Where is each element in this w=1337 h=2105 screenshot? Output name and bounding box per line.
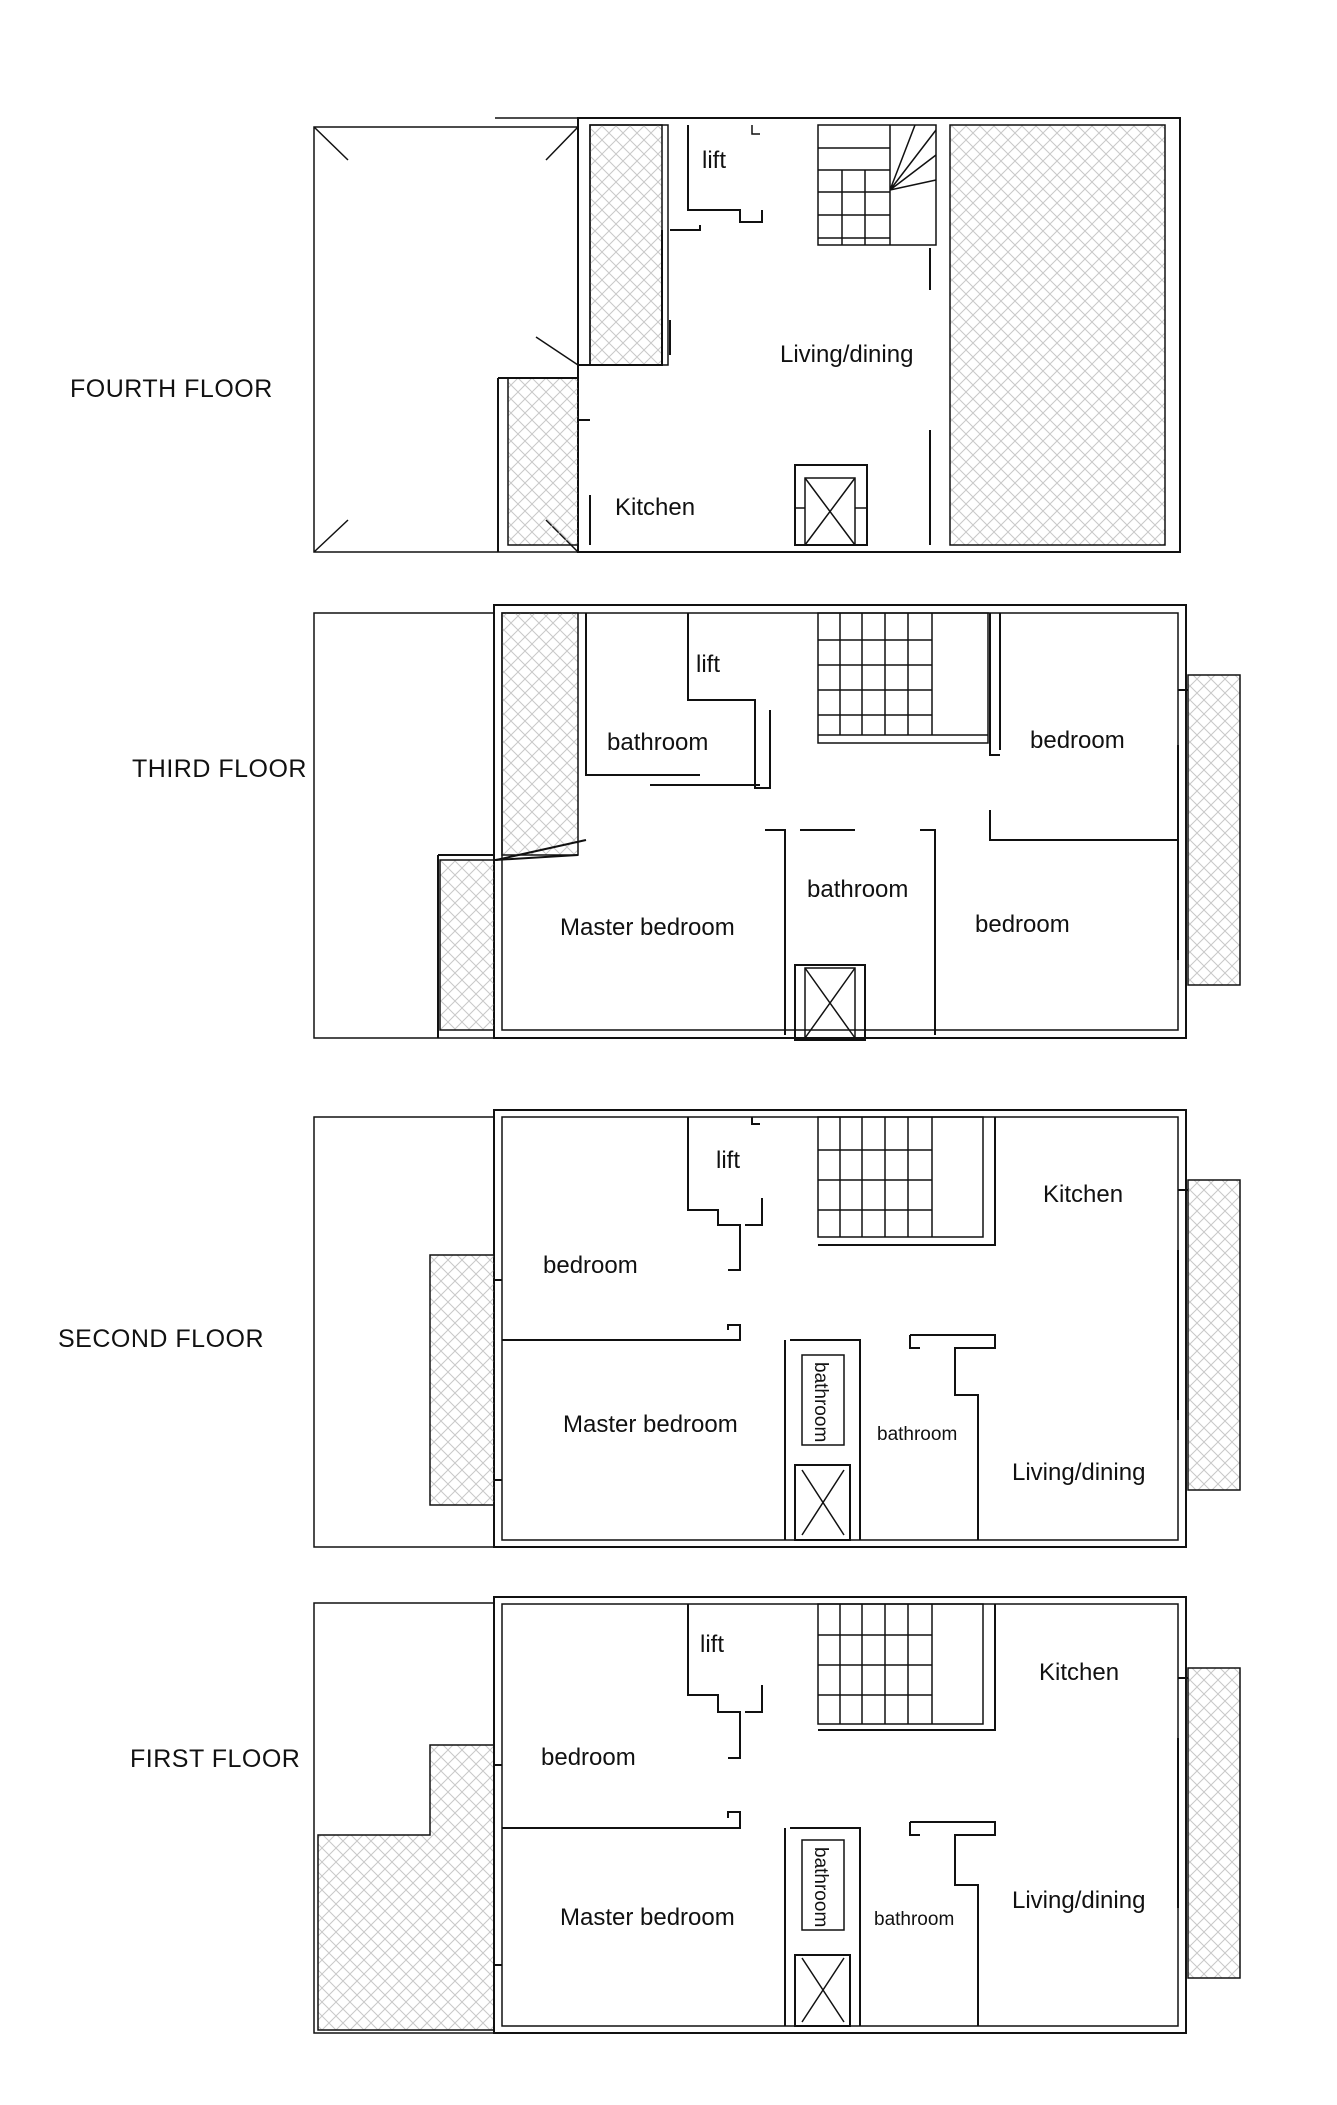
- third-bathroom-a-label: bathroom: [607, 729, 709, 756]
- third-bedroom-b-label: bedroom: [975, 911, 1070, 938]
- second-kitchen-label: Kitchen: [1043, 1181, 1124, 1208]
- third-hatch-lower: [440, 860, 494, 1030]
- fourth-floor-plan: [70, 118, 1180, 552]
- third-bathroom-b-label: bathroom: [807, 876, 909, 903]
- third-lift-label: lift: [696, 651, 720, 678]
- first-lift-label: lift: [700, 1631, 724, 1658]
- second-hatch-left: [430, 1255, 494, 1505]
- fourth-stair: [818, 125, 936, 245]
- third-stair: [818, 613, 988, 743]
- first-stair: [818, 1604, 983, 1724]
- second-stair: [818, 1117, 983, 1237]
- second-living-label: Living/dining: [1012, 1459, 1146, 1486]
- third-master-label: Master bedroom: [560, 914, 735, 941]
- third-bedroom-a-label: bedroom: [1030, 727, 1125, 754]
- second-bedroom-label: bedroom: [543, 1252, 638, 1279]
- third-hatch-right: [1188, 675, 1240, 985]
- first-master-label: Master bedroom: [560, 1904, 735, 1931]
- fourth-floor-label: FOURTH FLOOR: [70, 375, 273, 403]
- second-floor-label: SECOND FLOOR: [58, 1325, 265, 1353]
- second-bathroom-v-label: bathroom: [810, 1362, 831, 1443]
- fourth-duct: [795, 465, 867, 545]
- first-floor-plan: [130, 1597, 1240, 2033]
- fourth-hatch-left: [590, 125, 662, 365]
- second-lift-label: lift: [716, 1147, 740, 1174]
- first-floor-label: FIRST FLOOR: [130, 1745, 301, 1773]
- second-hatch-right: [1188, 1180, 1240, 1490]
- fourth-hatch-lower: [508, 378, 578, 545]
- first-hatch-right: [1188, 1668, 1240, 1978]
- second-floor-plan: [58, 1110, 1240, 1547]
- fourth-lift-label: lift: [702, 147, 726, 174]
- fourth-hatch-right: [950, 125, 1165, 545]
- first-bathroom-label: bathroom: [874, 1909, 955, 1930]
- first-bathroom-v-label: bathroom: [810, 1847, 831, 1928]
- first-living-label: Living/dining: [1012, 1887, 1146, 1914]
- first-bedroom-label: bedroom: [541, 1744, 636, 1771]
- fourth-living-label: Living/dining: [780, 341, 914, 368]
- first-kitchen-label: Kitchen: [1039, 1659, 1120, 1686]
- third-hatch-left: [502, 613, 578, 855]
- fourth-kitchen-label: Kitchen: [615, 494, 696, 521]
- third-floor-plan: [132, 605, 1240, 1040]
- first-hatch-left: [318, 1745, 494, 2030]
- second-bathroom-label: bathroom: [877, 1424, 958, 1445]
- second-master-label: Master bedroom: [563, 1411, 738, 1438]
- third-floor-label: THIRD FLOOR: [132, 755, 307, 783]
